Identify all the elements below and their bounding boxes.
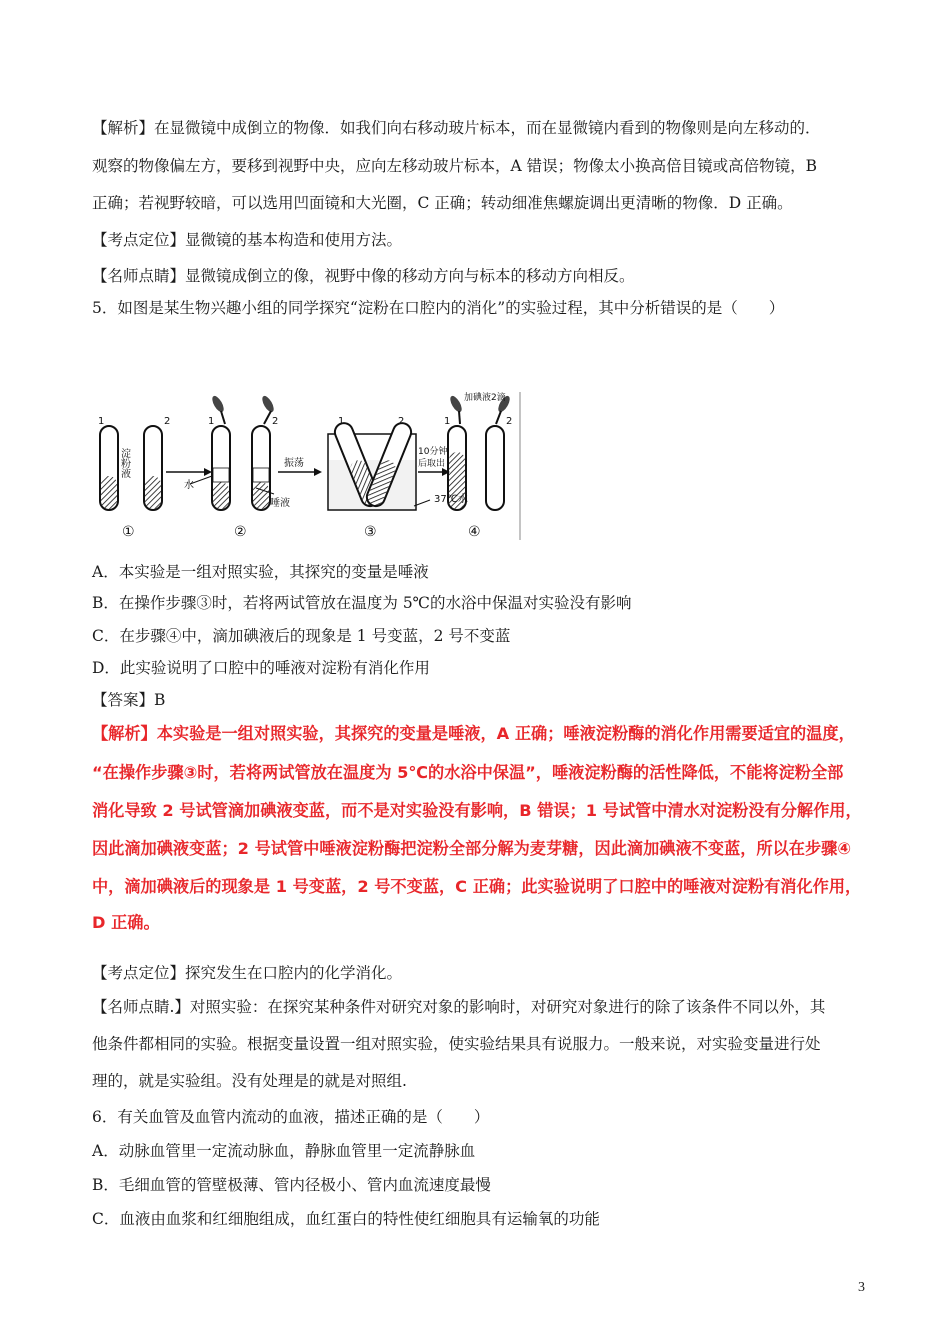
fig-label-starch: 淀粉液 bbox=[118, 448, 130, 478]
q5-option-c: C．在步骤④中，滴加碘液后的现象是 1 号变蓝，2 号不变蓝 bbox=[92, 627, 511, 645]
teacher-tip-line: 【名师点睛】显微镜成倒立的像，视野中像的移动方向与标本的移动方向相反。 bbox=[92, 267, 635, 285]
fig-label-iodine: 加碘液2滴 bbox=[464, 393, 506, 403]
parse-line-2: 观察的物像偏左方，要移到视野中央，应向左移动玻片标本，A 错误；物像太小换高倍目镜或高倍物镜，B bbox=[92, 157, 818, 175]
fig-label-2d: 2 bbox=[506, 416, 513, 427]
fig-label-1d: 1 bbox=[444, 416, 451, 427]
fig-label-bath: 37℃水 bbox=[434, 494, 468, 505]
fig-label-saliva: 唾液 bbox=[270, 498, 290, 509]
answer-line: 【答案】B bbox=[92, 691, 166, 709]
fig-label-1c: 1 bbox=[338, 416, 345, 427]
fig-step-4: ④ bbox=[468, 524, 481, 540]
fig-label-2b: 2 bbox=[272, 416, 279, 427]
q5-option-b: B．在操作步骤③时，若将两试管放在温度为 5℃的水浴中保温对实验没有影响 bbox=[92, 594, 632, 612]
step2-tubes bbox=[190, 394, 279, 510]
fig-label-1b: 1 bbox=[208, 416, 215, 427]
fig-step-3: ③ bbox=[364, 524, 377, 540]
q6-option-b: B．毛细血管的管壁极薄、管内径极小、管内血流速度最慢 bbox=[92, 1176, 491, 1194]
step4-tubes bbox=[448, 394, 512, 510]
fig-label-2c: 2 bbox=[398, 416, 405, 427]
q6-option-a: A．动脉血管里一定流动脉血，静脉血管里一定流静脉血 bbox=[92, 1142, 476, 1160]
analysis-red-3: 消化导致 2 号试管滴加碘液变蓝，而不是对实验没有影响，B 错误；1 号试管中清水对淀粉没有分解作用， bbox=[92, 801, 862, 820]
fig-label-takeout: 后取出 bbox=[418, 459, 446, 469]
experiment-figure bbox=[92, 390, 522, 542]
analysis-red-2: “在操作步骤③时，若将两试管放在温度为 5℃的水浴中保温”，唾液淀粉酶的活性降低，不能将淀粉全部 bbox=[92, 763, 844, 782]
q5-option-d: D．此实验说明了口腔中的唾液对淀粉有消化作用 bbox=[92, 659, 430, 677]
parse-line-1: 【解析】在显微镜中成倒立的物像．如我们向右移动玻片标本，而在显微镜内看到的物像则是向左移动的． bbox=[92, 119, 821, 137]
analysis-red-1: 【解析】本实验是一组对照实验，其探究的变量是唾液，A 正确；唾液淀粉酶的消化作用需要适宜的温度， bbox=[92, 724, 855, 743]
teacher-tip-q5-3: 理的，就是实验组。没有处理是的就是对照组. bbox=[92, 1072, 407, 1090]
key-point-line: 【考点定位】显微镜的基本构造和使用方法。 bbox=[92, 231, 403, 249]
q6-option-c: C．血液由血浆和红细胞组成，血红蛋白的特性使红细胞具有运输氧的功能 bbox=[92, 1210, 600, 1228]
question-5: 5．如图是某生物兴趣小组的同学探究“淀粉在口腔内的消化”的实验过程，其中分析错误的是（ ） bbox=[92, 299, 785, 317]
step1-tubes bbox=[100, 426, 162, 510]
fig-step-2: ② bbox=[234, 524, 247, 540]
analysis-red-6: D 正确。 bbox=[92, 913, 160, 932]
fig-label-time: 10分钟 bbox=[418, 447, 448, 457]
q5-option-a: A．本实验是一组对照实验，其探究的变量是唾液 bbox=[92, 563, 429, 581]
analysis-red-4: 因此滴加碘液变蓝；2 号试管中唾液淀粉酶把淀粉全部分解为麦芽糖，因此滴加碘液不变蓝，所以在步骤④ bbox=[92, 839, 852, 858]
analysis-red-5: 中，滴加碘液后的现象是 1 号变蓝，2 号不变蓝，C 正确；此实验说明了口腔中的唾液对淀粉有消化作用， bbox=[92, 877, 862, 896]
fig-step-1: ① bbox=[122, 524, 135, 540]
teacher-tip-q5-2: 他条件都相同的实验。根据变量设置一组对照实验，使实验结果具有说服力。一般来说，对实验变量进行处 bbox=[92, 1035, 821, 1053]
key-point-q5: 【考点定位】探究发生在口腔内的化学消化。 bbox=[92, 964, 403, 982]
fig-label-1a: 1 bbox=[98, 416, 105, 427]
parse-line-3: 正确；若视野较暗，可以选用凹面镜和大光圈，C 正确；转动细准焦螺旋调出更清晰的物像．D 正确。 bbox=[92, 194, 793, 212]
step3-water-bath bbox=[328, 420, 416, 510]
question-6: 6．有关血管及血管内流动的血液，描述正确的是（ ） bbox=[92, 1108, 490, 1126]
fig-label-2a: 2 bbox=[164, 416, 171, 427]
page-number: 3 bbox=[858, 1280, 865, 1295]
fig-label-shake: 振荡 bbox=[284, 458, 304, 469]
teacher-tip-q5-1: 【名师点睛.】对照实验：在探究某种条件对研究对象的影响时，对研究对象进行的除了该条件不同以外，其 bbox=[92, 998, 826, 1016]
fig-label-water: 水 bbox=[184, 480, 194, 491]
